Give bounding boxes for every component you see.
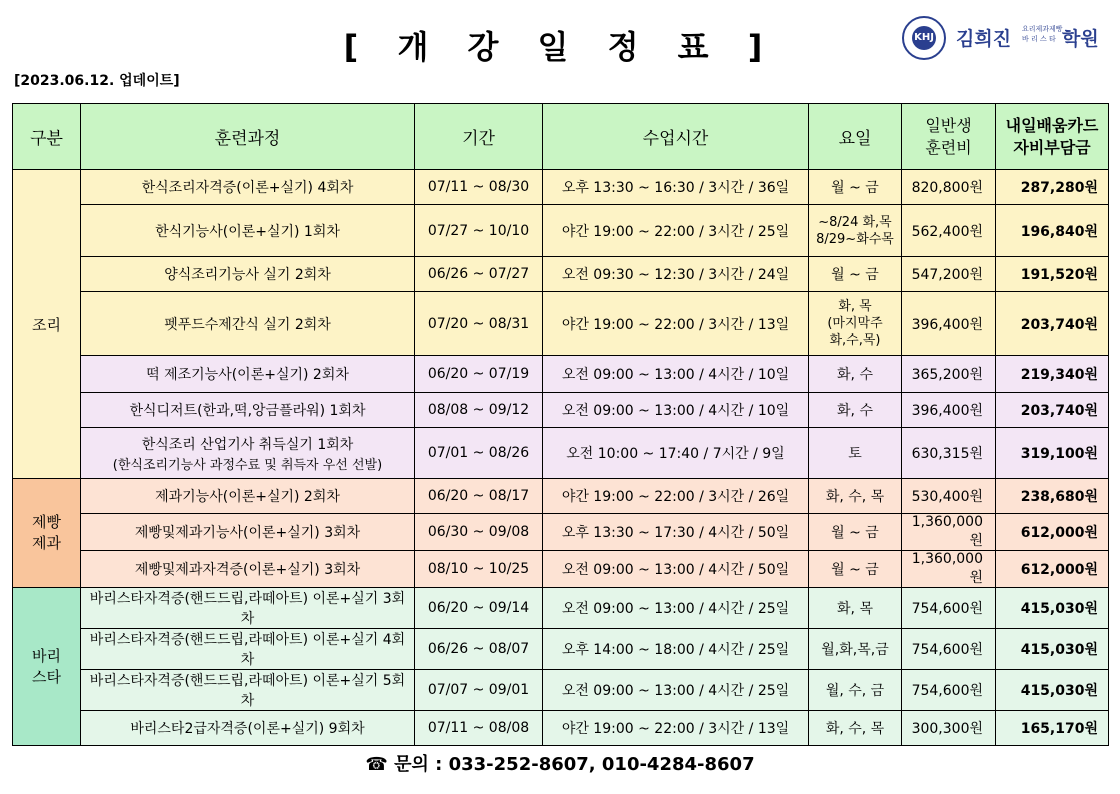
class-days: 화, 수, 목 (809, 479, 902, 514)
table-row (13, 551, 1109, 588)
card-copay: 612,000원 (996, 514, 1109, 551)
header-days: 요일 (809, 104, 902, 170)
update-date: [2023.06.12. 업데이트] (14, 73, 180, 89)
course-name: 바리스타2급자격증(이론+실기) 9회차 (81, 711, 415, 746)
class-time: 오전 09:00 ~ 13:00 / 4시간 / 25일 (543, 670, 809, 711)
logo-subtitle-line2: 바 리 스 타 (1022, 35, 1056, 43)
class-time: 야간 19:00 ~ 22:00 / 3시간 / 25일 (543, 205, 809, 257)
class-time: 오전 09:00 ~ 13:00 / 4시간 / 10일 (543, 356, 809, 393)
header-fee (902, 104, 996, 170)
class-time: 오전 09:00 ~ 13:00 / 4시간 / 50일 (543, 551, 809, 588)
general-fee: 1,360,000원 (902, 514, 996, 551)
course-period: 06/20 ~ 08/17 (415, 479, 543, 514)
class-days: 월 ~ 금 (809, 170, 902, 205)
course-period: 06/20 ~ 09/14 (415, 588, 543, 629)
header-row (13, 104, 1109, 170)
card-copay: 203,740원 (996, 292, 1109, 356)
course-name: 한식디저트(한과,떡,앙금플라워) 1회차 (81, 393, 415, 428)
general-fee: 300,300원 (902, 711, 996, 746)
header-period: 기간 (415, 104, 543, 170)
class-time: 오전 09:00 ~ 13:00 / 4시간 / 25일 (543, 588, 809, 629)
category-baking-line1: 제빵 (32, 513, 61, 531)
category-barista-line2: 스타 (32, 667, 61, 686)
class-days-line: 화, 목 (838, 299, 872, 314)
card-copay: 165,170원 (996, 711, 1109, 746)
general-fee: 547,200원 (902, 257, 996, 292)
card-copay: 219,340원 (996, 356, 1109, 393)
course-period: 07/20 ~ 08/31 (415, 292, 543, 356)
class-time: 야간 19:00 ~ 22:00 / 3시간 / 13일 (543, 711, 809, 746)
class-days: 화, 수 (809, 393, 902, 428)
class-days-line: 8/29~화수목 (816, 231, 894, 247)
card-copay: 612,000원 (996, 551, 1109, 588)
general-fee: 562,400원 (902, 205, 996, 257)
class-days: 토 (809, 428, 902, 479)
card-copay: 238,680원 (996, 479, 1109, 514)
class-days: 월,화,목,금 (809, 629, 902, 670)
general-fee: 630,315원 (902, 428, 996, 479)
course-name: 바리스타자격증(핸드드립,라떼아트) 이론+실기 4회차 (81, 629, 415, 670)
category-cooking: 조리 (13, 170, 81, 479)
table-row (13, 670, 1109, 711)
class-time: 오후 13:30 ~ 17:30 / 4시간 / 50일 (543, 514, 809, 551)
table-row (13, 514, 1109, 551)
table-row (13, 428, 1109, 479)
course-period: 08/10 ~ 10/25 (415, 551, 543, 588)
general-fee: 754,600원 (902, 670, 996, 711)
course-name: 떡 제조기능사(이론+실기) 2회차 (81, 356, 415, 393)
card-copay: 415,030원 (996, 629, 1109, 670)
class-days-line: ~8/24 화,목 (818, 214, 892, 230)
header-time: 수업시간 (543, 104, 809, 170)
card-copay: 196,840원 (996, 205, 1109, 257)
header-fee-line2: 훈련비 (925, 137, 972, 157)
table-row (13, 205, 1109, 257)
class-time: 오전 10:00 ~ 17:40 / 7시간 / 9일 (543, 428, 809, 479)
table-row (13, 479, 1109, 514)
contact-info (0, 750, 1120, 776)
card-copay: 319,100원 (996, 428, 1109, 479)
course-name: 제빵및제과기능사(이론+실기) 3회차 (81, 514, 415, 551)
class-time: 야간 19:00 ~ 22:00 / 3시간 / 13일 (543, 292, 809, 356)
header-course: 훈련과정 (81, 104, 415, 170)
general-fee: 820,800원 (902, 170, 996, 205)
table-row (13, 292, 1109, 356)
category-barista (13, 588, 81, 746)
class-time: 오전 09:00 ~ 13:00 / 4시간 / 10일 (543, 393, 809, 428)
header-fee-line1: 일반생 (925, 115, 972, 135)
course-period: 07/01 ~ 08/26 (415, 428, 543, 479)
class-days-line: (마지막주 (827, 316, 883, 331)
table-row (13, 588, 1109, 629)
general-fee: 754,600원 (902, 629, 996, 670)
logo-mark: KHJ (912, 26, 936, 50)
header-category: 구분 (13, 104, 81, 170)
logo-school: 학원 (1062, 28, 1099, 50)
category-baking-line2: 제과 (32, 534, 61, 552)
course-period: 08/08 ~ 09/12 (415, 393, 543, 428)
class-days: 월 ~ 금 (809, 514, 902, 551)
card-copay: 287,280원 (996, 170, 1109, 205)
table-row (13, 170, 1109, 205)
class-time: 오전 09:30 ~ 12:30 / 3시간 / 24일 (543, 257, 809, 292)
general-fee: 396,400원 (902, 292, 996, 356)
course-name: 제빵및제과자격증(이론+실기) 3회차 (81, 551, 415, 588)
table-row (13, 257, 1109, 292)
class-days: 월 ~ 금 (809, 551, 902, 588)
table-row (13, 356, 1109, 393)
course-name: 바리스타자격증(핸드드립,라떼아트) 이론+실기 5회차 (81, 670, 415, 711)
page-title: [ 개 강 일 정 표 ] (343, 28, 777, 66)
academy-logo (902, 14, 1102, 64)
class-days: 화, 수, 목 (809, 711, 902, 746)
logo-subtitle (1022, 24, 1063, 44)
logo-subtitle-line1: 요리제과제빵 (1022, 25, 1063, 33)
class-days: 화, 수 (809, 356, 902, 393)
card-copay: 415,030원 (996, 588, 1109, 629)
course-name: 한식기능사(이론+실기) 1회차 (81, 205, 415, 257)
table-row (13, 711, 1109, 746)
card-copay: 191,520원 (996, 257, 1109, 292)
general-fee: 530,400원 (902, 479, 996, 514)
class-time: 오후 14:00 ~ 18:00 / 4시간 / 25일 (543, 629, 809, 670)
header-card (996, 104, 1109, 170)
contact-text: 문의 : 033-252-8607, 010-4284-8607 (394, 754, 755, 775)
course-period: 06/20 ~ 07/19 (415, 356, 543, 393)
class-days: 월 ~ 금 (809, 257, 902, 292)
course-name: 제과기능사(이론+실기) 2회차 (81, 479, 415, 514)
course-name-main: 한식조리 산업기사 취득실기 1회차 (141, 436, 354, 453)
class-days (809, 205, 902, 257)
course-period: 07/11 ~ 08/08 (415, 711, 543, 746)
course-name: 펫푸드수제간식 실기 2회차 (81, 292, 415, 356)
class-time: 야간 19:00 ~ 22:00 / 3시간 / 26일 (543, 479, 809, 514)
course-period: 06/26 ~ 08/07 (415, 629, 543, 670)
schedule-table (12, 103, 1109, 746)
class-days: 화, 목 (809, 588, 902, 629)
header-card-line2: 자비부담금 (1013, 137, 1091, 157)
class-days (809, 292, 902, 356)
course-period: 06/30 ~ 09/08 (415, 514, 543, 551)
category-baking (13, 479, 81, 588)
class-days: 월, 수, 금 (809, 670, 902, 711)
course-period: 06/26 ~ 07/27 (415, 257, 543, 292)
course-name: 바리스타자격증(핸드드립,라떼아트) 이론+실기 3회차 (81, 588, 415, 629)
phone-icon: ☎ (365, 754, 388, 775)
class-time: 오후 13:30 ~ 16:30 / 3시간 / 36일 (543, 170, 809, 205)
course-period: 07/27 ~ 10/10 (415, 205, 543, 257)
table-row (13, 629, 1109, 670)
general-fee: 396,400원 (902, 393, 996, 428)
course-name (81, 428, 415, 479)
course-period: 07/11 ~ 08/30 (415, 170, 543, 205)
category-barista-line1: 바리 (32, 646, 61, 665)
card-copay: 415,030원 (996, 670, 1109, 711)
class-days-line: 화,수,목) (829, 333, 881, 348)
course-name-note: (한식조리기능사 과정수료 및 취득자 우선 선발) (112, 457, 383, 473)
general-fee: 365,200원 (902, 356, 996, 393)
general-fee: 754,600원 (902, 588, 996, 629)
course-name: 양식조리기능사 실기 2회차 (81, 257, 415, 292)
course-name: 한식조리자격증(이론+실기) 4회차 (81, 170, 415, 205)
table-row (13, 393, 1109, 428)
logo-name: 김희진 (956, 28, 1012, 50)
course-period: 07/07 ~ 09/01 (415, 670, 543, 711)
header-card-line1: 내일배움카드 (1005, 115, 1099, 135)
logo-emblem-icon (902, 16, 946, 60)
card-copay: 203,740원 (996, 393, 1109, 428)
general-fee: 1,360,000원 (902, 551, 996, 588)
